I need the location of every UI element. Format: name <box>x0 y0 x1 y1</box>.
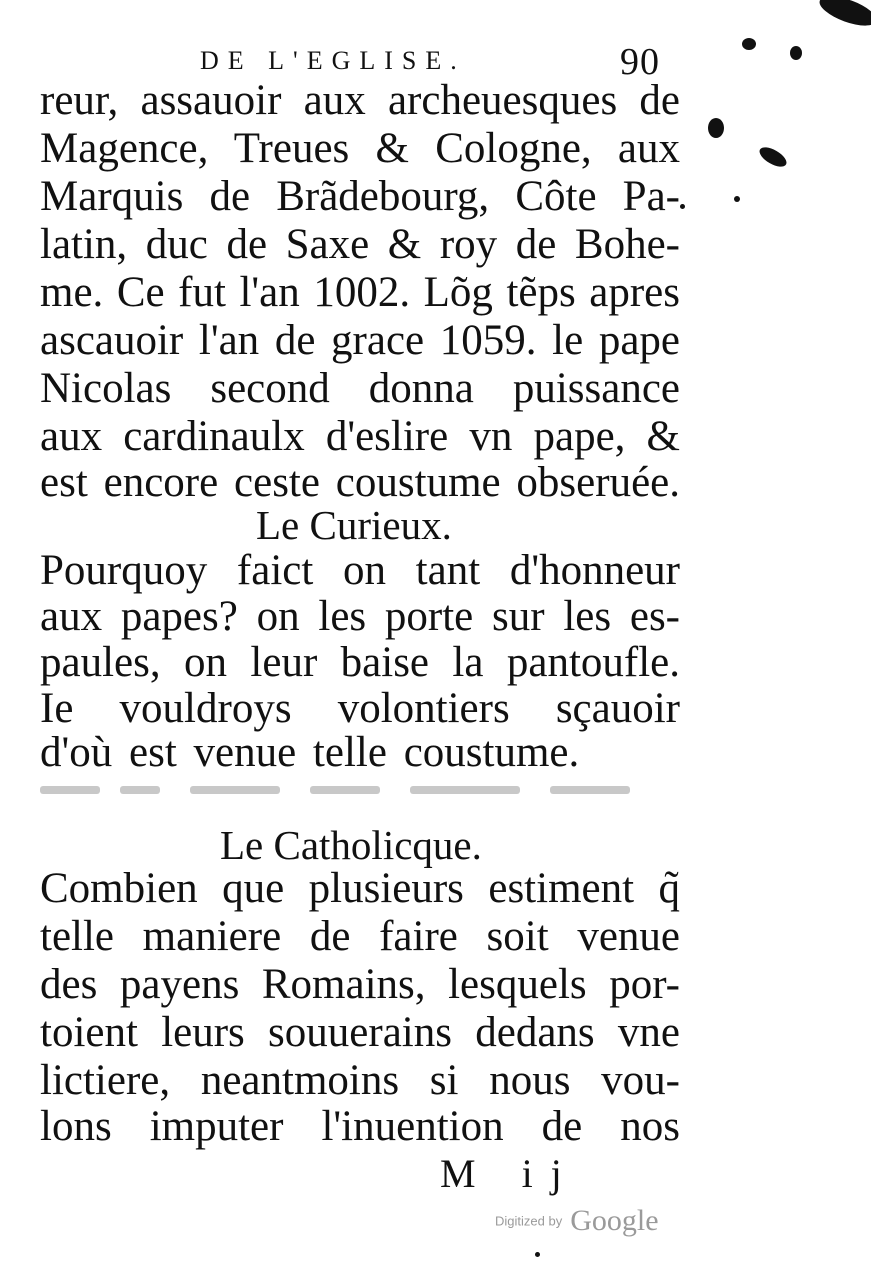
google-watermark <box>495 1204 659 1240</box>
text-line: telle maniere de faire soit venue <box>40 913 680 960</box>
text-line: Combien que plusieurs estiment q̃ <box>40 865 680 912</box>
text-line: Pourquoy faict on tant d'honneur <box>40 547 680 594</box>
watermark-prefix: Digitized by <box>495 1213 563 1229</box>
text-line: aux papes? on les porte sur les es- <box>40 593 680 640</box>
text-line: aux cardinaulx d'eslire vn pape, & <box>40 413 680 460</box>
bleed-through <box>40 780 660 804</box>
text-line: est encore ceste coustume obseruée. <box>40 459 680 506</box>
page-number: 90 <box>620 41 660 83</box>
text-line: me. Ce fut l'an 1002. Lõg tẽps apres <box>40 269 680 316</box>
text-line: Magence, Treues & Cologne, aux <box>40 125 680 172</box>
text-line: Nicolas second donna puissance <box>40 365 680 412</box>
text-line: lons imputer l'inuention de nos <box>40 1103 680 1150</box>
text-line: lictiere, neantmoins si nous vou- <box>40 1057 680 1104</box>
speaker-heading: Le Catholicque. <box>220 822 482 868</box>
text-line: Marquis de Brãdebourg, Côte Pa- <box>40 173 680 220</box>
ink-blot <box>742 38 756 50</box>
text-line: toient leurs souuerains dedans vne <box>40 1009 680 1056</box>
text-line: ascauoir l'an de grace 1059. le pape <box>40 317 680 364</box>
google-logo: Google <box>570 1204 659 1237</box>
speaker-heading: Le Curieux. <box>256 502 452 548</box>
ink-blot <box>708 118 724 138</box>
text-line: Ie vouldroys volontiers sçauoir <box>40 685 680 732</box>
text-line: d'où est venue telle coustume. <box>40 729 580 776</box>
ink-blot <box>790 46 802 60</box>
text-line: reur, assauoir aux archeuesques de <box>40 77 680 124</box>
ink-blot <box>535 1252 540 1257</box>
running-title: DE L'EGLISE. <box>200 46 466 75</box>
page-header <box>200 40 660 83</box>
ink-blot <box>757 143 790 170</box>
signature-mark: M ij <box>440 1151 580 1196</box>
ink-blot <box>680 204 685 209</box>
text-line: paules, on leur baise la pantoufle. <box>40 639 680 686</box>
text-line: latin, duc de Saxe & roy de Bohe- <box>40 221 680 268</box>
text-line: des payens Romains, lesquels por- <box>40 961 680 1008</box>
ink-blot <box>816 0 871 32</box>
ink-blot <box>734 196 740 202</box>
